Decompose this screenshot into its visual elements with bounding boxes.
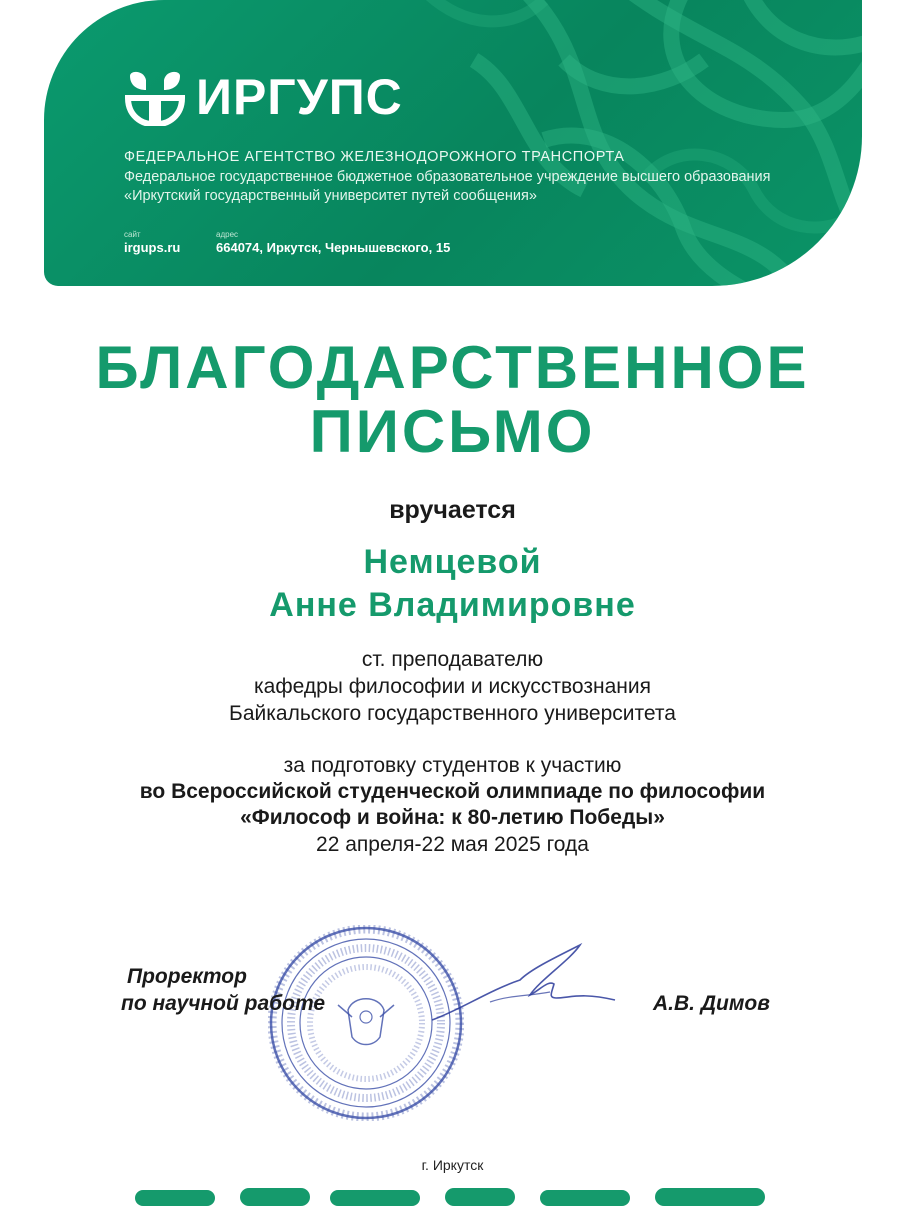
logo-text: ИРГУПС xyxy=(196,69,403,125)
signatory-role-line-2: по научной работе xyxy=(121,992,326,1015)
site-label: сайт xyxy=(124,230,141,239)
reason-line-3: «Философ и война: к 80-летию Победы» xyxy=(240,806,665,829)
title-line-2: ПИСЬМО xyxy=(309,398,596,465)
position-line-1: ст. преподавателю xyxy=(361,648,544,671)
title-line-1: БЛАГОДАРСТВЕННОЕ xyxy=(95,334,810,401)
position-line-2: кафедры философии и искусствознания xyxy=(254,675,651,698)
header-banner xyxy=(44,0,862,286)
reason-line-1: за подготовку студентов к участию xyxy=(283,754,622,777)
reason-line-4: 22 апреля-22 мая 2025 года xyxy=(316,833,589,856)
address-label: адрес xyxy=(216,230,239,239)
position-line-3: Байкальского государственного университета xyxy=(229,702,676,725)
signatory-role-line-1: Проректор xyxy=(127,965,247,988)
awarded-text: вручается xyxy=(389,496,516,524)
site-link[interactable]: irgups.ru xyxy=(124,240,181,255)
signatory-name: А.В. Димов xyxy=(653,992,770,1015)
agency-name: ФЕДЕРАЛЬНОЕ АГЕНТСТВО ЖЕЛЕЗНОДОРОЖНОГО ТРАНСПОРТА xyxy=(124,149,625,165)
city-label: г. Иркутск xyxy=(421,1157,484,1173)
decorative-footer-pattern xyxy=(0,1182,905,1206)
recipient-name: Анне Владимировне xyxy=(269,586,636,624)
irgups-logo-icon xyxy=(124,68,186,126)
address-text: 664074, Иркутск, Чернышевского, 15 xyxy=(216,240,451,255)
recipient-surname: Немцевой xyxy=(363,543,542,581)
logo xyxy=(124,68,403,126)
reason-line-2: во Всероссийской студенческой олимпиаде по философии xyxy=(139,780,766,803)
institution-name: Федеральное государственное бюджетное образовательное учреждение высшего образования «Иркутский государственный университет путей сообщения» xyxy=(124,169,771,204)
signature-icon xyxy=(430,940,620,1030)
